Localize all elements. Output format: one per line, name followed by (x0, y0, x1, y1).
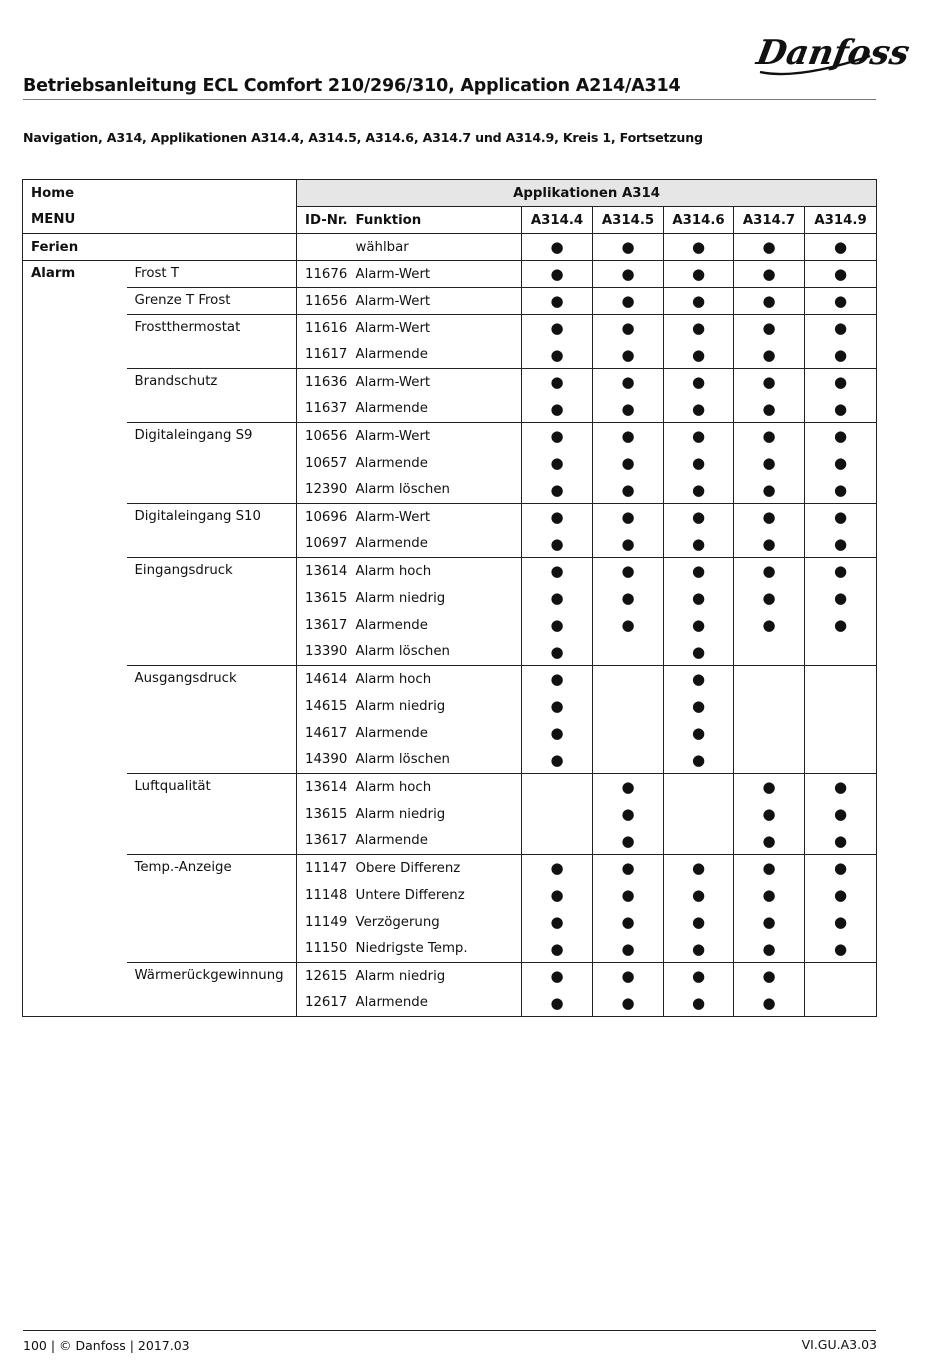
dot-marker: ● (664, 342, 734, 369)
dot-marker: ● (734, 396, 805, 423)
dot-marker: ● (664, 882, 734, 909)
dot-marker: ● (664, 855, 734, 882)
dot-marker: ● (805, 288, 877, 315)
dot-marker: ● (522, 639, 593, 666)
section-heading: Navigation, A314, Applikationen A314.4, A314.5, A314.6, A314.7 und A314.9, Kreis 1, Fortsetzung (23, 130, 703, 145)
dot-marker: ● (522, 531, 593, 558)
function-cell: Untere Differenz (355, 887, 465, 903)
empty-marker-cell (522, 801, 593, 828)
dot-marker: ● (593, 396, 664, 423)
dot-marker: ● (522, 990, 593, 1017)
submenu-label: Digitaleingang S9 (127, 423, 297, 504)
id-cell: 11637 (297, 396, 354, 423)
submenu-label: Grenze T Frost (127, 288, 297, 315)
dot-marker: ● (664, 315, 734, 342)
submenu-label: Frostthermostat (127, 315, 297, 369)
dot-marker: ● (593, 288, 664, 315)
dot-marker: ● (522, 234, 593, 261)
table-row (23, 855, 877, 882)
ferien-label: Ferien (23, 234, 297, 261)
dot-marker: ● (805, 828, 877, 855)
dot-marker: ● (805, 423, 877, 450)
table-row (23, 423, 877, 450)
dot-marker: ● (734, 315, 805, 342)
dot-marker: ● (593, 315, 664, 342)
id-cell: 13614 (297, 774, 354, 801)
dot-marker: ● (805, 477, 877, 504)
id-cell: 12390 (297, 477, 354, 504)
function-cell: Alarmende (354, 990, 522, 1017)
dot-marker: ● (522, 747, 593, 774)
empty-marker-cell (805, 990, 877, 1017)
id-cell: 11148 (297, 882, 354, 909)
id-cell: 11676 (297, 261, 354, 288)
id-cell: 14615 (297, 693, 354, 720)
dot-marker: ● (593, 369, 664, 396)
dot-marker: ● (734, 936, 805, 963)
dot-marker: ● (734, 261, 805, 288)
dot-marker: ● (664, 396, 734, 423)
table-row (23, 558, 877, 585)
table-row (23, 963, 877, 990)
function-cell: Niedrigste Temp. (355, 941, 468, 957)
empty-marker-cell (805, 747, 877, 774)
dot-marker: ● (522, 261, 593, 288)
dot-marker: ● (522, 396, 593, 423)
dot-marker: ● (593, 558, 664, 585)
id-cell: 10697 (297, 531, 354, 558)
table-header-row (23, 180, 877, 207)
table-header-row (23, 207, 877, 234)
menu-header: MENU (23, 207, 297, 234)
dot-marker: ● (593, 423, 664, 450)
id-cell: 11656 (297, 288, 354, 315)
table-row (23, 369, 877, 396)
function-column-header: Funktion (355, 212, 422, 228)
dot-marker: ● (805, 504, 877, 531)
dot-marker: ● (734, 558, 805, 585)
dot-marker: ● (805, 909, 877, 936)
id-cell: 11636 (297, 369, 354, 396)
id-cell: 14390 (297, 747, 354, 774)
app-column-header: A314.5 (593, 207, 664, 234)
function-cell: Alarmende (355, 725, 428, 741)
dot-marker: ● (522, 288, 593, 315)
function-cell: Alarm löschen (355, 752, 450, 768)
function-cell: Alarm niedrig (355, 698, 446, 714)
id-cell: 10656 (297, 423, 354, 450)
document-title: Betriebsanleitung ECL Comfort 210/296/310, Application A214/A314 (23, 76, 681, 96)
footer-doc-code: VI.GU.A3.03 (801, 1337, 877, 1352)
dot-marker: ● (805, 396, 877, 423)
empty-marker-cell (664, 828, 734, 855)
empty-marker-cell (593, 720, 664, 747)
dot-marker: ● (593, 936, 664, 963)
submenu-label: Frost T (127, 261, 297, 288)
dot-marker: ● (664, 747, 734, 774)
dot-marker: ● (805, 774, 877, 801)
dot-marker: ● (593, 612, 664, 639)
id-cell: 11147 (297, 855, 354, 882)
dot-marker: ● (522, 612, 593, 639)
id-cell (297, 234, 354, 261)
dot-marker: ● (522, 963, 593, 990)
function-cell: Alarm-Wert (354, 369, 522, 396)
dot-marker: ● (593, 504, 664, 531)
empty-marker-cell (805, 720, 877, 747)
id-column-header: ID-Nr. (297, 207, 354, 234)
dot-marker: ● (664, 450, 734, 477)
table-row (23, 288, 877, 315)
table-row (23, 666, 877, 693)
dot-marker: ● (593, 855, 664, 882)
id-cell: 13615 (297, 801, 354, 828)
id-cell: 14614 (297, 666, 354, 693)
dot-marker: ● (734, 423, 805, 450)
dot-marker: ● (593, 342, 664, 369)
footer-rule (23, 1330, 876, 1331)
table-row (23, 315, 877, 342)
dot-marker: ● (734, 585, 805, 612)
dot-marker: ● (805, 450, 877, 477)
dot-marker: ● (734, 963, 805, 990)
dot-marker: ● (593, 828, 664, 855)
dot-marker: ● (805, 558, 877, 585)
dot-marker: ● (593, 909, 664, 936)
dot-marker: ● (805, 234, 877, 261)
dot-marker: ● (734, 909, 805, 936)
dot-marker: ● (593, 585, 664, 612)
dot-marker: ● (664, 990, 734, 1017)
dot-marker: ● (734, 369, 805, 396)
empty-marker-cell (805, 963, 877, 990)
empty-marker-cell (734, 747, 805, 774)
dot-marker: ● (664, 477, 734, 504)
submenu-label: Ausgangsdruck (127, 666, 297, 774)
id-cell: 12617 (297, 990, 354, 1017)
dot-marker: ● (522, 693, 593, 720)
dot-marker: ● (664, 558, 734, 585)
dot-marker: ● (734, 990, 805, 1017)
dot-marker: ● (593, 234, 664, 261)
title-rule (23, 99, 876, 100)
dot-marker: ● (522, 423, 593, 450)
dot-marker: ● (664, 936, 734, 963)
table-row (23, 774, 877, 801)
dot-marker: ● (664, 720, 734, 747)
dot-marker: ● (522, 720, 593, 747)
empty-marker-cell (805, 693, 877, 720)
function-cell: Alarmende (355, 455, 428, 471)
function-cell: wählbar (354, 234, 522, 261)
dot-marker: ● (734, 504, 805, 531)
dot-marker: ● (522, 855, 593, 882)
id-cell: 13617 (297, 828, 354, 855)
dot-marker: ● (522, 585, 593, 612)
dot-marker: ● (664, 666, 734, 693)
empty-marker-cell (522, 828, 593, 855)
submenu-label: Digitaleingang S10 (127, 504, 297, 558)
empty-marker-cell (734, 639, 805, 666)
function-cell: Alarmende (355, 617, 428, 633)
app-column-header: A314.9 (805, 207, 877, 234)
dot-marker: ● (593, 774, 664, 801)
empty-marker-cell (593, 747, 664, 774)
app-column-header: A314.6 (664, 207, 734, 234)
id-cell: 11616 (297, 315, 354, 342)
dot-marker: ● (734, 828, 805, 855)
empty-marker-cell (734, 666, 805, 693)
dot-marker: ● (664, 423, 734, 450)
dot-marker: ● (805, 612, 877, 639)
id-cell: 12615 (297, 963, 354, 990)
id-cell: 13614 (297, 558, 354, 585)
function-cell: Alarm-Wert (354, 288, 522, 315)
dot-marker: ● (522, 558, 593, 585)
empty-marker-cell (593, 639, 664, 666)
dot-marker: ● (805, 315, 877, 342)
function-cell: Alarm-Wert (354, 423, 522, 450)
function-cell: Alarmende (355, 401, 428, 417)
dot-marker: ● (664, 261, 734, 288)
id-cell: 13390 (297, 639, 354, 666)
submenu-label: Eingangsdruck (127, 558, 297, 666)
function-cell: Alarm niedrig (354, 963, 522, 990)
dot-marker: ● (805, 936, 877, 963)
dot-marker: ● (805, 882, 877, 909)
dot-marker: ● (734, 342, 805, 369)
id-cell: 13617 (297, 612, 354, 639)
function-cell: Alarm-Wert (354, 504, 522, 531)
dot-marker: ● (805, 342, 877, 369)
danfoss-logo-text: Danfoss (753, 33, 913, 73)
dot-marker: ● (664, 504, 734, 531)
dot-marker: ● (522, 936, 593, 963)
function-cell: Alarm löschen (355, 644, 450, 660)
function-cell: Alarm niedrig (355, 806, 446, 822)
id-cell: 13615 (297, 585, 354, 612)
submenu-label: Luftqualität (127, 774, 297, 855)
empty-marker-cell (593, 693, 664, 720)
navigation-table (22, 179, 877, 1017)
app-column-header: A314.7 (734, 207, 805, 234)
danfoss-logo (753, 26, 913, 78)
dot-marker: ● (805, 261, 877, 288)
dot-marker: ● (522, 369, 593, 396)
dot-marker: ● (734, 477, 805, 504)
dot-marker: ● (522, 909, 593, 936)
dot-marker: ● (805, 855, 877, 882)
function-cell: Alarm-Wert (354, 261, 522, 288)
dot-marker: ● (664, 909, 734, 936)
empty-marker-cell (805, 666, 877, 693)
dot-marker: ● (664, 369, 734, 396)
empty-marker-cell (734, 720, 805, 747)
dot-marker: ● (593, 531, 664, 558)
table-row (23, 261, 877, 288)
app-column-header: A314.4 (522, 207, 593, 234)
dot-marker: ● (805, 369, 877, 396)
empty-marker-cell (805, 639, 877, 666)
function-cell: Alarmende (355, 833, 428, 849)
dot-marker: ● (522, 477, 593, 504)
dot-marker: ● (664, 288, 734, 315)
dot-marker: ● (664, 234, 734, 261)
dot-marker: ● (805, 801, 877, 828)
dot-marker: ● (734, 612, 805, 639)
submenu-label: Brandschutz (127, 369, 297, 423)
function-cell: Alarmende (355, 347, 428, 363)
function-cell: Obere Differenz (354, 855, 522, 882)
footer-page-info: 100 | © Danfoss | 2017.03 (23, 1338, 190, 1353)
dot-marker: ● (734, 288, 805, 315)
dot-marker: ● (805, 585, 877, 612)
dot-marker: ● (522, 315, 593, 342)
empty-marker-cell (522, 774, 593, 801)
dot-marker: ● (593, 450, 664, 477)
table-row (23, 234, 877, 261)
dot-marker: ● (805, 531, 877, 558)
dot-marker: ● (593, 261, 664, 288)
function-cell: Verzögerung (355, 914, 440, 930)
function-cell: Alarm löschen (355, 482, 450, 498)
function-cell: Alarm niedrig (355, 590, 446, 606)
dot-marker: ● (734, 450, 805, 477)
dot-marker: ● (522, 450, 593, 477)
dot-marker: ● (734, 531, 805, 558)
id-cell: 10696 (297, 504, 354, 531)
dot-marker: ● (664, 585, 734, 612)
function-cell: Alarm-Wert (354, 315, 522, 342)
dot-marker: ● (522, 666, 593, 693)
id-cell: 11150 (297, 936, 354, 963)
empty-marker-cell (664, 774, 734, 801)
dot-marker: ● (664, 531, 734, 558)
dot-marker: ● (664, 963, 734, 990)
dot-marker: ● (664, 612, 734, 639)
dot-marker: ● (734, 234, 805, 261)
dot-marker: ● (593, 801, 664, 828)
function-cell: Alarm hoch (354, 558, 522, 585)
submenu-label: Temp.-Anzeige (127, 855, 297, 963)
dot-marker: ● (734, 801, 805, 828)
id-cell: 10657 (297, 450, 354, 477)
table-row (23, 504, 877, 531)
dot-marker: ● (593, 882, 664, 909)
function-cell: Alarmende (355, 536, 428, 552)
empty-marker-cell (734, 693, 805, 720)
alarm-label: Alarm (23, 261, 127, 1017)
submenu-label: Wärmerückgewinnung (127, 963, 297, 1017)
dot-marker: ● (734, 882, 805, 909)
dot-marker: ● (734, 855, 805, 882)
applications-group-header: Applikationen A314 (297, 180, 877, 207)
dot-marker: ● (522, 504, 593, 531)
dot-marker: ● (593, 990, 664, 1017)
id-cell: 11149 (297, 909, 354, 936)
dot-marker: ● (664, 639, 734, 666)
home-header: Home (23, 180, 297, 207)
dot-marker: ● (522, 882, 593, 909)
empty-marker-cell (593, 666, 664, 693)
dot-marker: ● (593, 963, 664, 990)
function-cell: Alarm hoch (354, 666, 522, 693)
dot-marker: ● (522, 342, 593, 369)
id-cell: 14617 (297, 720, 354, 747)
empty-marker-cell (664, 801, 734, 828)
dot-marker: ● (734, 774, 805, 801)
dot-marker: ● (664, 693, 734, 720)
id-cell: 11617 (297, 342, 354, 369)
dot-marker: ● (593, 477, 664, 504)
function-cell: Alarm hoch (354, 774, 522, 801)
